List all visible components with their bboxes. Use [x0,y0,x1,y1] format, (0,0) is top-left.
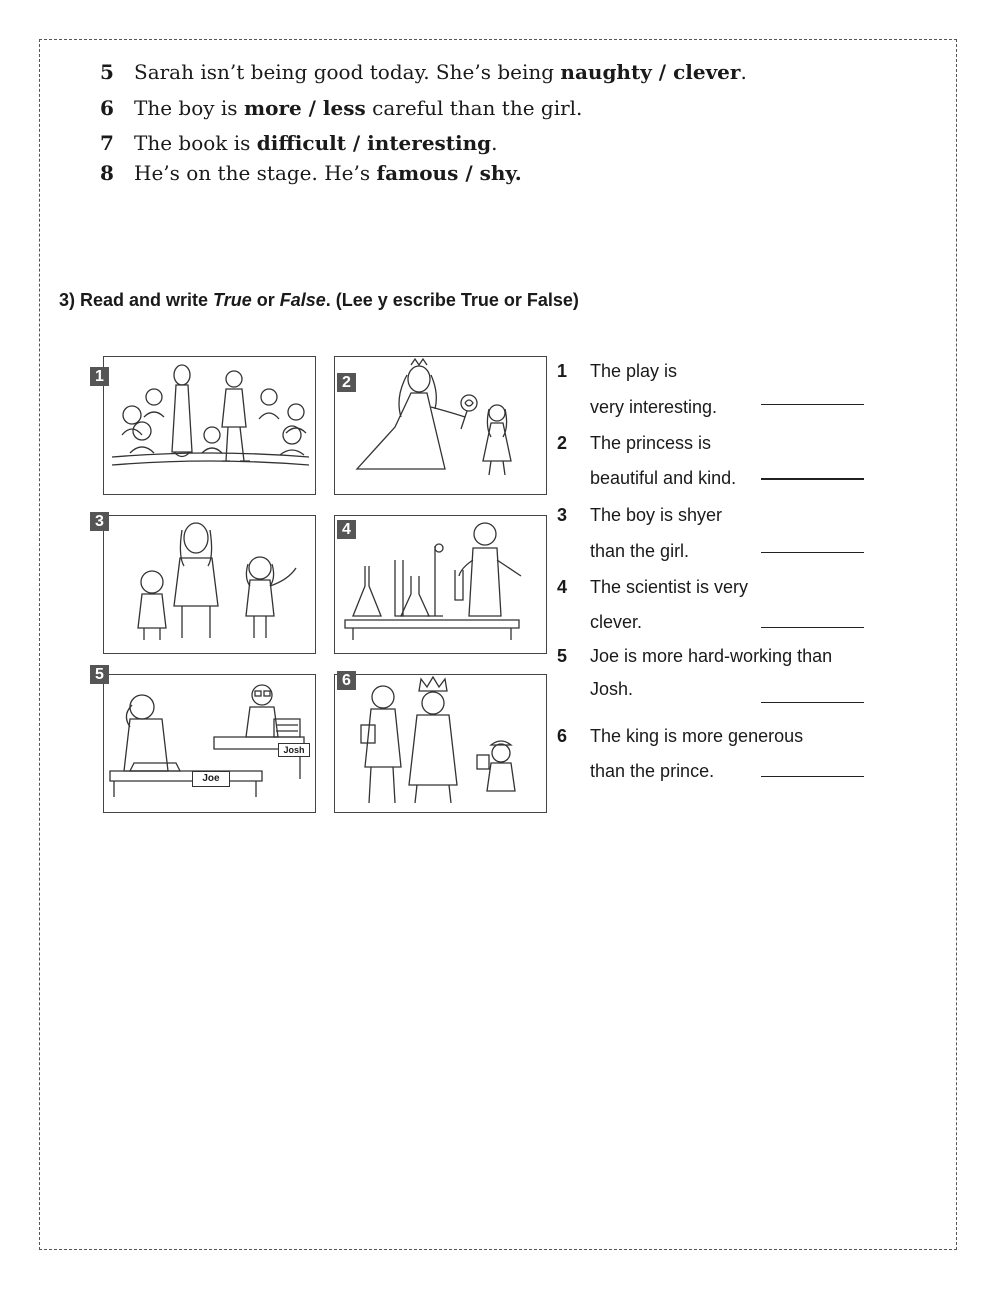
lab-flasks [353,544,443,616]
title-suffix: . (Lee y escribe True or False) [325,290,579,310]
picture-number: 3 [90,512,109,531]
answer-blank[interactable] [761,552,864,553]
question-text-line-2: very interesting. [590,397,718,417]
item-number: 5 [100,60,114,84]
princess-figure [357,359,465,469]
audience-figures [122,389,306,455]
lollipop [461,395,477,429]
item-text: The book is [134,131,257,155]
question-text-line-2: than the prince. [590,761,715,781]
item-text-end: . [491,131,498,155]
answer-blank[interactable] [761,702,864,703]
section-title [59,290,579,311]
front-desk [110,763,262,797]
picture-number: 4 [337,520,356,539]
item-number: 7 [100,131,114,155]
boy-figure [477,741,515,791]
question-number: 5 [557,646,568,666]
answer-blank[interactable] [761,776,864,777]
picture-number: 5 [90,665,109,684]
shy-boy [138,571,166,640]
exercise-item-8 [100,161,522,185]
question-text-line-1: Joe is more hard-working than [590,646,833,666]
picture-1-play [95,356,316,495]
josh-figure [246,685,278,737]
joe-figure [124,695,168,771]
picture-4-scientist [334,515,547,654]
little-girl [483,405,511,475]
scientist-figure [455,523,521,616]
actor-woman [172,365,192,457]
question-text-line-2: than the girl. [590,541,690,561]
question-text-line-2: beautiful and kind. [590,468,737,488]
question-text-line-1: The king is more generous [590,726,804,746]
mother-figure [174,523,218,638]
question-text-line-1: The princess is [590,433,712,453]
picture-6-royalty [334,674,547,813]
item-choice[interactable]: famous / shy. [376,161,522,185]
picture-3-family [95,513,316,654]
item-text-end: . [740,60,747,84]
title-true: True [213,290,252,310]
question-text-line-1: The play is [590,361,678,381]
exercise-item-7 [100,131,498,155]
question-number: 3 [557,505,568,525]
title-false: False [279,290,326,310]
item-text-end: careful than the girl. [365,96,583,120]
item-text: The boy is [134,96,244,120]
picture-number: 2 [337,373,356,392]
item-number: 8 [100,161,114,185]
item-text: Sarah isn’t being good today. She’s being [134,60,561,84]
answer-blank[interactable] [761,478,864,480]
item-choice[interactable]: naughty / clever [560,60,741,84]
picture-5-classroom [95,666,316,813]
answer-blank[interactable] [761,627,864,628]
title-prefix: 3) Read and write [59,290,214,310]
question-text-line-2: Josh. [590,679,634,699]
question-number: 6 [557,726,568,746]
waving-girl [246,557,296,638]
exercise-item-5 [100,60,747,84]
picture-number: 6 [337,671,356,690]
item-text: He’s on the stage. He’s [134,161,377,185]
title-or: or [251,290,280,310]
joe-name-card: Joe [192,771,230,787]
question-number: 4 [557,577,568,597]
item-choice[interactable]: difficult / interesting [256,131,492,155]
item-number: 6 [100,96,114,120]
picture-number: 1 [90,367,109,386]
prince-figure [361,686,401,803]
question-text-line-1: The boy is shyer [590,505,723,525]
josh-name-card: Josh [278,743,310,757]
item-choice[interactable]: more / less [243,96,366,120]
picture-2-princess [334,356,547,495]
answer-blank[interactable] [761,404,864,405]
exercise-item-6 [100,96,582,120]
question-text-line-1: The scientist is very [590,577,749,597]
actor-man [222,371,250,461]
question-text-line-2: clever. [590,612,643,632]
question-number: 2 [557,433,568,453]
question-number: 1 [557,361,568,381]
king-figure [409,677,457,803]
